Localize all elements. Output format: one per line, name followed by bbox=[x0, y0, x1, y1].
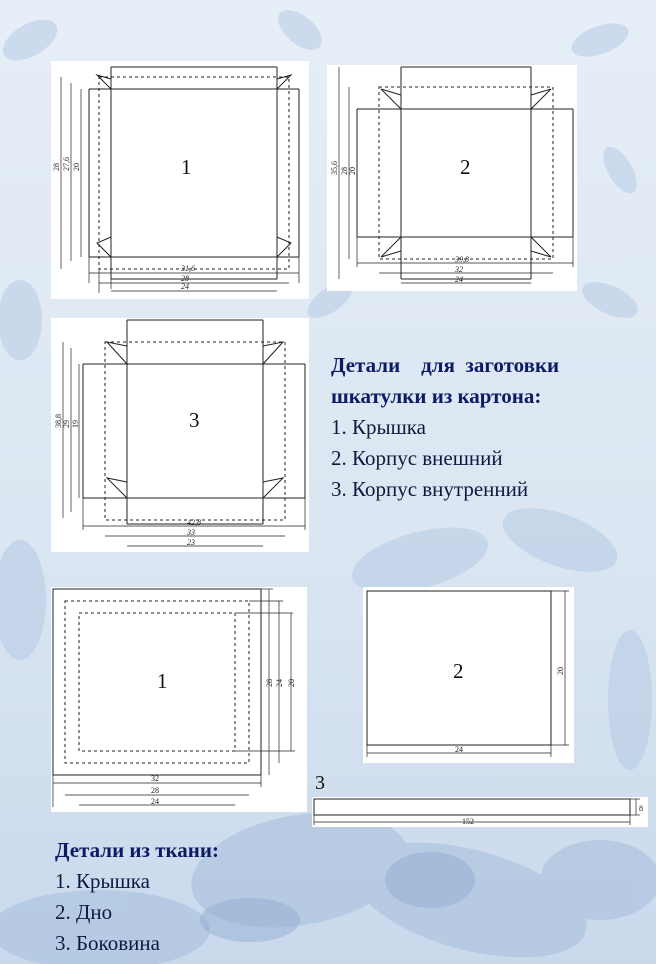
caption-title-line: шкатулки из картона: bbox=[331, 384, 542, 408]
dim-label: 28 bbox=[181, 274, 189, 283]
cardboard-pattern-3-dims bbox=[51, 318, 309, 552]
dim-label: 28 bbox=[151, 786, 159, 795]
dim-label: 24 bbox=[181, 282, 189, 291]
caption-list-item: 1. Крышка bbox=[331, 415, 426, 439]
dim-label: 20 bbox=[348, 167, 357, 175]
dim-label: 20 bbox=[556, 667, 565, 675]
cardboard-pattern-2 bbox=[327, 65, 577, 291]
caption-list-item: 2. Дно bbox=[55, 900, 113, 924]
dim-label: 28 bbox=[340, 167, 349, 175]
fabric-pattern-3-dims bbox=[312, 797, 648, 827]
dim-label: 42,8 bbox=[187, 518, 201, 527]
dim-label: 20 bbox=[72, 163, 81, 171]
dim-label: 28 bbox=[265, 679, 274, 687]
dim-label: 24 bbox=[455, 275, 463, 284]
dim-label: 29 bbox=[62, 420, 71, 428]
dim-label: 8 bbox=[639, 804, 643, 813]
dim-label: 31,6 bbox=[181, 264, 195, 273]
cardboard-pattern-2-dims bbox=[327, 65, 577, 291]
caption-title-line: Детали для заготовки bbox=[331, 353, 560, 377]
dim-label: 24 bbox=[151, 797, 159, 806]
part-number-label: 2 bbox=[460, 155, 471, 179]
dim-label: 23 bbox=[187, 538, 195, 547]
dim-label: 38,8 bbox=[54, 414, 63, 428]
cardboard-parts-caption bbox=[331, 350, 631, 505]
dim-label: 152 bbox=[462, 817, 474, 826]
caption-list-item: 2. Корпус внешний bbox=[331, 446, 503, 470]
caption-title bbox=[331, 350, 631, 381]
dim-label: 32 bbox=[151, 774, 159, 783]
caption-list-item: 3. Корпус внутренний bbox=[331, 477, 529, 501]
part-number-label: 3 bbox=[189, 408, 200, 432]
dim-label: 19 bbox=[71, 420, 80, 428]
caption-list-item: 3. Боковина bbox=[55, 931, 160, 955]
caption-title: Детали из ткани: bbox=[55, 838, 219, 862]
fabric-pattern-3 bbox=[312, 797, 648, 827]
fabric-pattern-1 bbox=[51, 587, 307, 812]
fabric-pattern-2 bbox=[363, 587, 574, 763]
cardboard-pattern-3 bbox=[51, 318, 309, 552]
dim-label: 24 bbox=[455, 745, 463, 754]
part-number-label: 1 bbox=[181, 155, 192, 179]
cardboard-pattern-1-dims bbox=[51, 61, 309, 299]
dim-label: 24 bbox=[275, 679, 284, 687]
fabric-pattern-1-dims bbox=[51, 587, 307, 812]
dim-label: 27,6 bbox=[62, 157, 71, 171]
dim-label: 39,8 bbox=[455, 255, 469, 264]
part-number-label: 3 bbox=[315, 772, 325, 794]
dim-label: 32 bbox=[455, 265, 463, 274]
fabric-parts-caption bbox=[55, 835, 315, 959]
dim-label: 35,6 bbox=[330, 161, 339, 175]
dim-label: 20 bbox=[287, 679, 296, 687]
dim-label: 33 bbox=[187, 528, 195, 537]
cardboard-pattern-1 bbox=[51, 61, 309, 299]
fabric-pattern-2-dims bbox=[363, 587, 574, 763]
dim-label: 28 bbox=[52, 163, 61, 171]
caption-list-item: 1. Крышка bbox=[55, 869, 150, 893]
part-number-label: 2 bbox=[453, 659, 464, 683]
part-number-label: 1 bbox=[157, 669, 168, 693]
